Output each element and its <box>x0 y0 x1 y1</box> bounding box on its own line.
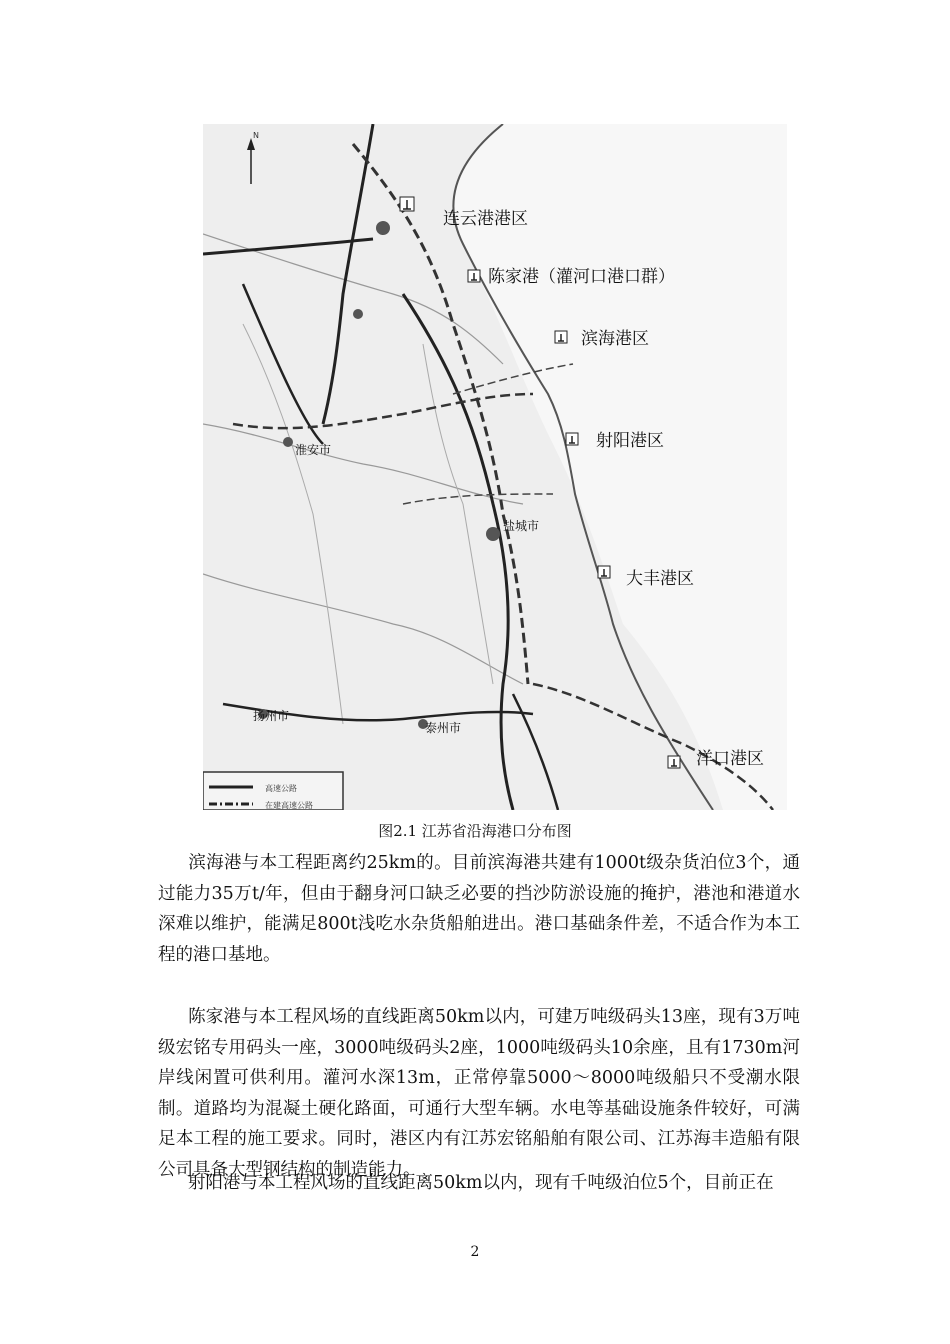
paragraph-sheyang <box>158 1168 800 1199</box>
city-label-huaian: 淮安市 <box>295 443 332 457</box>
city-marker <box>353 309 363 319</box>
north-label: N <box>253 131 259 140</box>
city-marker <box>283 437 293 447</box>
paragraph-sheyang-text: 射阳港与本工程风场的直线距离50km以内，现有千吨级泊位5个，目前正在 <box>188 1173 774 1193</box>
map-svg <box>203 124 787 810</box>
port-marker-lianyungang <box>400 197 414 211</box>
port-label-chenjiagang: 陈家港（灌河口港口群） <box>488 267 675 287</box>
figure-caption: 图2.1 江苏省沿海港口分布图 <box>378 822 572 840</box>
port-distribution-map <box>203 124 787 810</box>
city-marker <box>376 221 390 235</box>
city-label-taizhou: 泰州市 <box>425 721 462 735</box>
city-label-yangzhou: 扬州市 <box>253 709 290 723</box>
port-marker-sheyang <box>566 433 578 445</box>
port-marker-binhai <box>555 331 567 343</box>
paragraph-chenjiagang <box>158 1002 800 1185</box>
page-number: 2 <box>470 1244 480 1260</box>
paragraph-binhai-text: 滨海港与本工程距离约25km的。目前滨海港共建有1000t级杂货泊位3个，通过能力35万t/年，但由于翻身河口缺乏必要的挡沙防淤设施的掩护，港池和港道水深难以维护，能满足800t浅吃水杂货船舶进出。港口基础条件差，不适合作为本工程的港口基地。 <box>158 853 800 965</box>
port-label-binhai: 滨海港区 <box>581 329 649 349</box>
port-label-yangkou: 洋口港区 <box>696 749 764 769</box>
port-marker-yangkou <box>668 756 680 768</box>
legend-expressway: 高速公路 <box>265 784 297 793</box>
city-label-yancheng: 盐城市 <box>503 519 540 533</box>
port-label-dafeng: 大丰港区 <box>626 569 694 589</box>
port-label-sheyang: 射阳港区 <box>596 431 664 451</box>
port-marker-chenjiagang <box>468 270 480 282</box>
paragraph-chenjiagang-text: 陈家港与本工程风场的直线距离50km以内，可建万吨级码头13座，现有3万吨级宏铭专用码头一座，3000吨级码头2座，1000吨级码头10余座，且有1730m河岸线闲置可供利用。灌河水深13m，正常停靠5000～8000吨级船只不受潮水限制。道路均为混凝土硬化路面，可通行大型车辆。水电等基础设施条件较好，可满足本工程的施工要求。同时，港区内有江苏宏铭船舶有限公司、江苏海丰造船有限公司具备大型钢结构的制造能力。 <box>158 1007 800 1180</box>
city-marker <box>486 527 500 541</box>
paragraph-binhai <box>158 848 800 970</box>
map-legend <box>203 772 343 810</box>
port-marker-dafeng <box>598 566 610 578</box>
legend-expressway-under-construction: 在建高速公路 <box>265 801 313 810</box>
port-label-lianyungang: 连云港港区 <box>443 209 528 229</box>
